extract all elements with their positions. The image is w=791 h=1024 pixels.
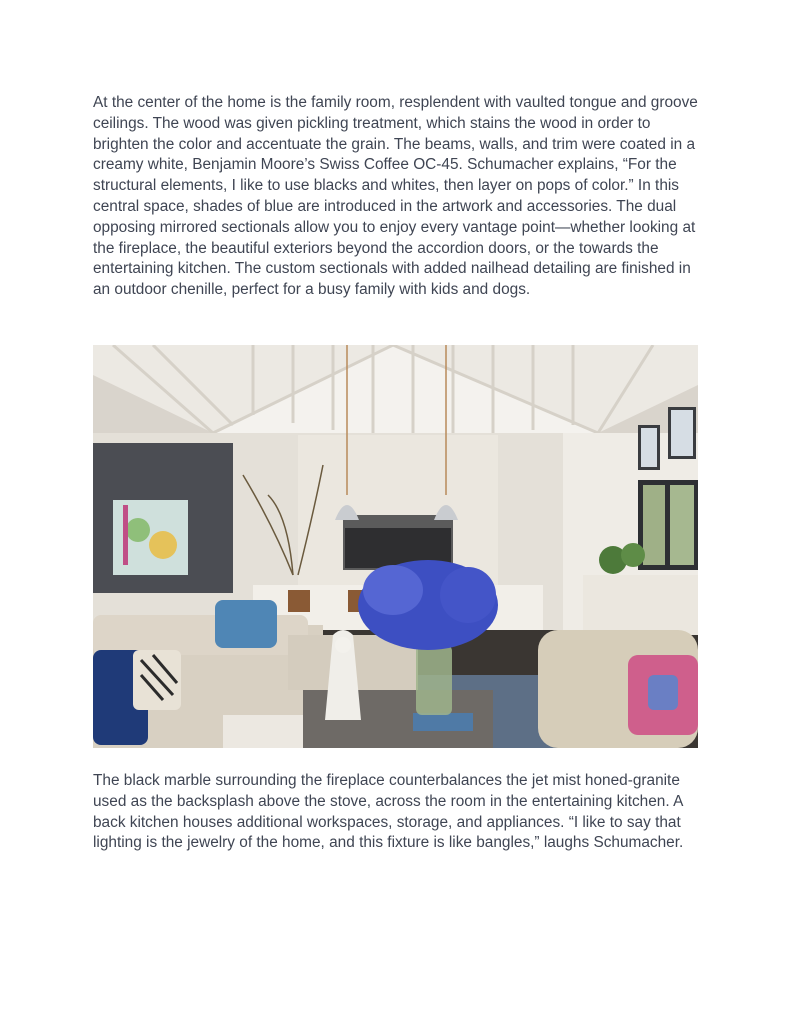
family-room-photo — [93, 345, 698, 748]
teal-pillow — [215, 600, 277, 648]
vase — [416, 645, 452, 715]
body-paragraph-1: At the center of the home is the family room, resplendent with vaulted tongue and groove ceilings. The wood was given pickling treatment, which stains the wood in order to brighten the color and accentuate the grain. The beams, walls, and trim were coated in a creamy white, Benjamin Moore’s Swiss Coffee OC-45. Schumacher explains, “For the structural elements, I like to use blacks and whites, then layer on pops of color.” In this central space, shades of blue are introduced in the artwork and accessories. The dual opposing mirrored sectionals allow you to enjoy every vantage point—whether looking at the fireplace, the beautiful exteriors beyond the accordion doors, or the towards the entertaining kitchen. The custom sectionals with added nailhead detailing are finished in an outdoor chenille, perfect for a busy family with kids and dogs. — [93, 94, 698, 299]
body-paragraph-2: The black marble surrounding the fireplace counterbalances the jet mist honed-granite used as the backsplash above the stove, across the room in the entertaining kitchen. A back kitchen houses additional workspaces, storage, and appliances. “I like to say that lighting is the jewelry of the home, and this fixture is like bangles,” laughs Schumacher. — [93, 772, 684, 852]
